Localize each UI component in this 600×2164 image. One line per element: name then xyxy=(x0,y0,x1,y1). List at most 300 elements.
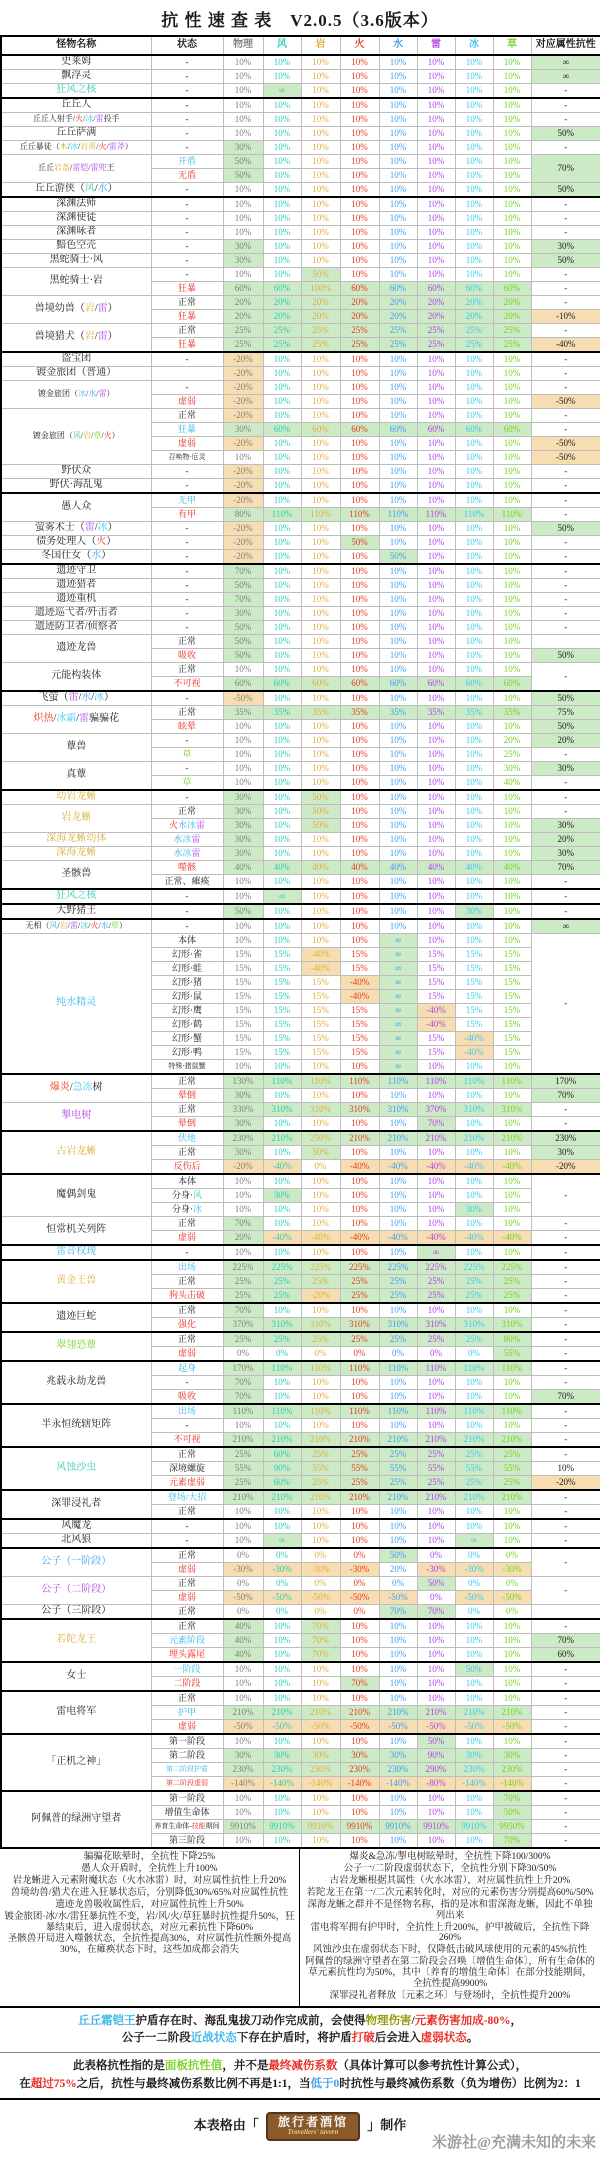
monster-name-cell: 镀金旅团（风/岩/草/火） xyxy=(1,409,151,465)
table-row xyxy=(1,1404,600,1419)
resist-cell: 70% xyxy=(531,1089,600,1103)
value-cell: 15% xyxy=(223,962,263,976)
value-cell: 10% xyxy=(379,522,417,536)
value-cell: 10% xyxy=(493,579,531,593)
resist-cell: - xyxy=(531,1749,600,1763)
state-cell: 水冰雷 xyxy=(151,833,223,847)
state-cell: 幻形·猪 xyxy=(151,976,223,990)
value-cell: 10% xyxy=(223,1189,263,1203)
table-row xyxy=(1,352,600,367)
value-cell: 210% xyxy=(493,1490,531,1505)
value-cell: 10% xyxy=(379,564,417,579)
value-cell: 10% xyxy=(417,875,455,890)
value-cell: 10% xyxy=(340,479,379,494)
value-cell: 10% xyxy=(263,197,301,212)
note-line: 此表格抗性指的是面板抗性值，并不是最终减伤系数（具体计算可以参考抗性计算公式）， xyxy=(72,2060,528,2073)
value-cell: 10% xyxy=(417,465,455,479)
resist-cell: 75% xyxy=(531,706,600,720)
note-line: 丘丘霜铠王护盾存在时、海乱鬼拔刀动作完成前，会使得物理伤害/元素伤害加成-80%， xyxy=(77,2014,523,2027)
state-cell: 水冰雷 xyxy=(151,847,223,861)
value-cell: -40% xyxy=(493,1231,531,1246)
state-cell: - xyxy=(151,70,223,84)
value-cell: 10% xyxy=(493,1619,531,1634)
footnote: 爆炎&急冻/掣电树眩晕时，全抗性下降100/300% xyxy=(349,1852,551,1862)
value-cell: 10% xyxy=(417,1534,455,1549)
value-cell: 25% xyxy=(340,1332,379,1347)
value-cell: 10% xyxy=(379,70,417,84)
state-cell: 草 xyxy=(151,748,223,762)
value-cell: 10% xyxy=(417,1648,455,1663)
value-cell: 10% xyxy=(340,183,379,198)
resist-cell: - xyxy=(531,1260,600,1275)
value-cell: 10% xyxy=(301,1303,340,1318)
resist-cell: - xyxy=(531,1433,600,1448)
value-cell: 55% xyxy=(455,1462,493,1476)
value-cell: -40% xyxy=(455,1231,493,1246)
value-cell: 10% xyxy=(417,352,455,367)
value-cell: 70% xyxy=(223,1303,263,1318)
value-cell: 10% xyxy=(263,1089,301,1103)
value-cell: 25% xyxy=(223,324,263,338)
value-cell: -50% xyxy=(223,691,263,706)
value-cell: 10% xyxy=(455,1189,493,1203)
table-row xyxy=(1,240,600,254)
value-cell: 10% xyxy=(263,1060,301,1075)
resist-cell: - xyxy=(531,1419,600,1433)
table-row xyxy=(1,762,600,776)
resist-cell: 50% xyxy=(531,127,600,141)
value-cell: 35% xyxy=(379,706,417,720)
resist-cell: - xyxy=(531,790,600,805)
value-cell: 15% xyxy=(493,1046,531,1060)
state-cell: - xyxy=(151,790,223,805)
value-cell: -40% xyxy=(340,1160,379,1175)
value-cell: 10% xyxy=(263,465,301,479)
state-cell: - xyxy=(151,465,223,479)
value-cell: 10% xyxy=(301,536,340,550)
value-cell: 10% xyxy=(263,934,301,948)
value-cell: 210% xyxy=(455,1706,493,1720)
value-cell: 10% xyxy=(340,1648,379,1663)
value-cell: 20% xyxy=(263,310,301,324)
value-cell: 10% xyxy=(417,649,455,663)
monster-name-cell: 黯色空壳 xyxy=(1,240,151,254)
value-cell: 10% xyxy=(340,1245,379,1260)
value-cell: 0% xyxy=(223,1577,263,1591)
value-cell: 10% xyxy=(340,1662,379,1677)
value-cell: 10% xyxy=(417,1189,455,1203)
state-cell: 登场/大招 xyxy=(151,1490,223,1505)
resist-cell: - xyxy=(531,904,600,919)
value-cell: 10% xyxy=(455,1217,493,1231)
value-cell: 10% xyxy=(301,113,340,127)
state-cell: - xyxy=(151,352,223,367)
value-cell: 10% xyxy=(340,579,379,593)
state-cell: 本体 xyxy=(151,934,223,948)
value-cell: 10% xyxy=(301,734,340,748)
value-cell: 10% xyxy=(379,367,417,381)
value-cell: 40% xyxy=(223,1634,263,1648)
value-cell: 30% xyxy=(223,790,263,805)
value-cell: 10% xyxy=(223,1662,263,1677)
state-cell: - xyxy=(151,564,223,579)
value-cell: 70% xyxy=(379,1605,417,1620)
value-cell: -50% xyxy=(263,1591,301,1605)
value-cell: ∞ xyxy=(379,962,417,976)
value-cell: 40% xyxy=(493,861,531,875)
value-cell: 10% xyxy=(417,889,455,904)
value-cell: 10% xyxy=(379,1376,417,1390)
monster-name-cell: 野伏众 xyxy=(1,465,151,479)
resist-cell: 30% xyxy=(531,762,600,776)
value-cell: 15% xyxy=(263,1018,301,1032)
value-cell: -40% xyxy=(263,1160,301,1175)
resist-cell: 10% xyxy=(531,1462,600,1476)
value-cell: 25% xyxy=(493,324,531,338)
value-cell: 230% xyxy=(340,1763,379,1777)
value-cell: 210% xyxy=(455,1433,493,1448)
value-cell: 10% xyxy=(493,409,531,423)
value-cell: 25% xyxy=(417,1275,455,1289)
table-row xyxy=(1,550,600,565)
value-cell: 10% xyxy=(493,875,531,890)
value-cell: 10% xyxy=(263,1734,301,1749)
monster-name-cell: 遗迹巨蛇 xyxy=(1,1303,151,1332)
resist-cell: - xyxy=(531,226,600,240)
state-cell: 养育生命体-技能期间 xyxy=(151,1820,223,1834)
value-cell: 10% xyxy=(417,621,455,635)
value-cell: 20% xyxy=(417,310,455,324)
value-cell: 15% xyxy=(223,1046,263,1060)
value-cell: 10% xyxy=(340,98,379,113)
value-cell: 10% xyxy=(379,409,417,423)
value-cell: 10% xyxy=(493,1303,531,1318)
state-cell: 反伤后 xyxy=(151,1160,223,1175)
value-cell: 0% xyxy=(263,1548,301,1563)
resist-cell: 50% xyxy=(531,522,600,536)
state-cell: - xyxy=(151,1519,223,1534)
value-cell: 10% xyxy=(493,55,531,70)
value-cell: 10% xyxy=(223,1791,263,1806)
monster-name-cell: 若陀龙王 xyxy=(1,1619,151,1662)
value-cell: 30% xyxy=(223,1749,263,1763)
value-cell: 50% xyxy=(493,1806,531,1820)
value-cell: 10% xyxy=(301,1534,340,1549)
value-cell: 10% xyxy=(223,1677,263,1692)
state-cell: 分身·风 xyxy=(151,1189,223,1203)
value-cell: 10% xyxy=(263,395,301,409)
value-cell: 15% xyxy=(493,1018,531,1032)
value-cell: 210% xyxy=(417,1131,455,1146)
value-cell: 10% xyxy=(263,1146,301,1160)
value-cell: 60% xyxy=(379,282,417,296)
value-cell: 10% xyxy=(417,663,455,677)
value-cell: 0% xyxy=(455,1347,493,1362)
value-cell: 10% xyxy=(455,70,493,84)
monster-name-cell: 狂风之核 xyxy=(1,84,151,99)
value-cell: 10% xyxy=(263,776,301,791)
resist-cell: 70% xyxy=(531,155,600,183)
travellers-tavern-logo xyxy=(266,2112,360,2141)
monster-name-cell: 掣电树 xyxy=(1,1103,151,1132)
value-cell: -50% xyxy=(223,1591,263,1605)
resist-cell: - xyxy=(531,805,600,819)
value-cell: 110% xyxy=(493,1361,531,1376)
table-row xyxy=(1,493,600,508)
column-header: 物理 xyxy=(223,36,263,55)
value-cell: -50% xyxy=(455,1591,493,1605)
value-cell: 10% xyxy=(493,352,531,367)
resist-cell: - xyxy=(531,1619,600,1634)
value-cell: 10% xyxy=(301,1734,340,1749)
value-cell: 10% xyxy=(455,889,493,904)
value-cell: 15% xyxy=(263,1004,301,1018)
state-cell: 第二阶段虚弱 xyxy=(151,1777,223,1792)
value-cell: 10% xyxy=(417,479,455,494)
value-cell: 25% xyxy=(301,1275,340,1289)
value-cell: 110% xyxy=(379,1074,417,1089)
value-cell: 10% xyxy=(223,720,263,734)
value-cell: 10% xyxy=(301,720,340,734)
value-cell: 10% xyxy=(301,550,340,565)
value-cell: 50% xyxy=(417,1577,455,1591)
table-row xyxy=(1,1548,600,1563)
value-cell: 10% xyxy=(379,790,417,805)
value-cell: 30% xyxy=(301,1749,340,1763)
value-cell: -50% xyxy=(340,1720,379,1735)
value-cell: 10% xyxy=(263,621,301,635)
value-cell: 10% xyxy=(340,1117,379,1132)
value-cell: -20% xyxy=(223,381,263,395)
value-cell: 110% xyxy=(263,1404,301,1419)
value-cell: 10% xyxy=(379,268,417,282)
value-cell: 25% xyxy=(417,1447,455,1462)
value-cell: 10% xyxy=(417,522,455,536)
monster-name-cell: 蕈兽 xyxy=(1,734,151,762)
value-cell: 110% xyxy=(340,1361,379,1376)
value-cell: 10% xyxy=(340,734,379,748)
value-cell: 10% xyxy=(340,564,379,579)
column-header: 怪物名称 xyxy=(1,36,151,55)
resist-cell: - xyxy=(531,1777,600,1792)
value-cell: 30% xyxy=(263,1189,301,1203)
value-cell: 10% xyxy=(301,776,340,791)
value-cell: 10% xyxy=(455,1117,493,1132)
value-cell: 25% xyxy=(417,324,455,338)
value-cell: 0% xyxy=(455,1577,493,1591)
value-cell: 10% xyxy=(493,212,531,226)
value-cell: 10% xyxy=(455,113,493,127)
resist-cell: - xyxy=(531,1519,600,1534)
value-cell: 10% xyxy=(340,919,379,934)
value-cell: 10% xyxy=(493,169,531,183)
resist-cell: - xyxy=(531,1706,600,1720)
value-cell: 110% xyxy=(417,1361,455,1376)
value-cell: 10% xyxy=(301,240,340,254)
value-cell: 10% xyxy=(417,1089,455,1103)
value-cell: 10% xyxy=(379,226,417,240)
value-cell: 10% xyxy=(340,1174,379,1189)
column-header: 火 xyxy=(340,36,379,55)
value-cell: 25% xyxy=(340,1447,379,1462)
value-cell: 40% xyxy=(493,776,531,791)
value-cell: 10% xyxy=(301,409,340,423)
value-cell: 210% xyxy=(223,1706,263,1720)
resist-cell: - xyxy=(531,508,600,522)
value-cell: 10% xyxy=(493,451,531,465)
value-cell: ∞ xyxy=(379,1060,417,1075)
value-cell: 10% xyxy=(340,593,379,607)
resist-cell: - xyxy=(531,84,600,99)
value-cell: 370% xyxy=(223,1318,263,1333)
value-cell: 10% xyxy=(223,1806,263,1820)
value-cell: 25% xyxy=(301,1476,340,1491)
value-cell: 210% xyxy=(263,1433,301,1448)
value-cell: 10% xyxy=(417,550,455,565)
value-cell: 10% xyxy=(263,1648,301,1663)
value-cell: 15% xyxy=(263,1046,301,1060)
value-cell: 25% xyxy=(379,1289,417,1304)
value-cell: 10% xyxy=(493,240,531,254)
value-cell: 10% xyxy=(263,1245,301,1260)
value-cell: 0% xyxy=(493,1577,531,1591)
state-cell: 元素阶段 xyxy=(151,1634,223,1648)
value-cell: 50% xyxy=(455,1662,493,1677)
table-row xyxy=(1,1662,600,1677)
value-cell: 10% xyxy=(301,395,340,409)
resist-cell: - xyxy=(531,465,600,479)
value-cell: 10% xyxy=(455,550,493,565)
table-row xyxy=(1,254,600,268)
value-cell: 10% xyxy=(417,1519,455,1534)
value-cell: 10% xyxy=(340,1791,379,1806)
resist-cell: - xyxy=(531,1677,600,1692)
monster-name-cell: 镀金旅团（冰/水/雷） xyxy=(1,381,151,409)
value-cell: 10% xyxy=(263,1419,301,1433)
value-cell: 10% xyxy=(263,819,301,833)
value-cell: 10% xyxy=(493,113,531,127)
column-header: 雷 xyxy=(417,36,455,55)
value-cell: -50% xyxy=(379,1720,417,1735)
table-row xyxy=(1,1332,600,1347)
value-cell: 10% xyxy=(263,1619,301,1634)
value-cell: 10% xyxy=(340,409,379,423)
value-cell: 10% xyxy=(455,141,493,155)
value-cell: 0% xyxy=(301,1160,340,1175)
value-cell: 10% xyxy=(493,98,531,113)
value-cell: 25% xyxy=(379,1275,417,1289)
value-cell: 10% xyxy=(263,734,301,748)
resist-cell: - xyxy=(531,748,600,762)
value-cell: 60% xyxy=(263,423,301,437)
value-cell: 10% xyxy=(223,919,263,934)
value-cell: 10% xyxy=(379,833,417,847)
state-cell: 本体 xyxy=(151,1174,223,1189)
resist-cell: - xyxy=(531,1318,600,1333)
value-cell: 10% xyxy=(493,367,531,381)
state-cell: - xyxy=(151,919,223,934)
value-cell: 10% xyxy=(417,197,455,212)
value-cell: 25% xyxy=(301,1332,340,1347)
column-header: 冰 xyxy=(455,36,493,55)
value-cell: 50% xyxy=(301,268,340,282)
value-cell: -140% xyxy=(379,1777,417,1792)
value-cell: 9910% xyxy=(417,1820,455,1834)
value-cell: 10% xyxy=(493,84,531,99)
value-cell: 10% xyxy=(379,1146,417,1160)
resist-cell: - xyxy=(531,1763,600,1777)
value-cell: 55% xyxy=(223,1462,263,1476)
value-cell: 35% xyxy=(263,706,301,720)
monster-name-cell: 魔偶剑鬼 xyxy=(1,1174,151,1217)
state-cell: 正常 xyxy=(151,1548,223,1563)
value-cell: 10% xyxy=(223,1534,263,1549)
value-cell: 10% xyxy=(455,226,493,240)
value-cell: 10% xyxy=(379,254,417,268)
value-cell: 10% xyxy=(379,197,417,212)
state-cell: 虚弱 xyxy=(151,437,223,451)
value-cell: 225% xyxy=(301,1260,340,1275)
table-row xyxy=(1,1303,600,1318)
table-row xyxy=(1,84,600,99)
value-cell: 10% xyxy=(301,691,340,706)
value-cell: 25% xyxy=(493,1476,531,1491)
credit-suffix: 」制作 xyxy=(367,2117,407,2133)
monster-name-cell: 丘丘游侠（风/水） xyxy=(1,183,151,198)
value-cell: 10% xyxy=(455,183,493,198)
value-cell: 0% xyxy=(417,1591,455,1605)
table-row xyxy=(1,1791,600,1806)
value-cell: 25% xyxy=(223,1332,263,1347)
monster-name-cell: 公子（三阶段） xyxy=(1,1605,151,1620)
monster-name-cell: 兽境幼兽（岩/雷） xyxy=(1,296,151,324)
monster-name-cell: 风魔龙 xyxy=(1,1519,151,1534)
monster-name-cell: 阿佩普的绿洲守望者 xyxy=(1,1791,151,1848)
value-cell: 10% xyxy=(301,183,340,198)
value-cell: 10% xyxy=(493,522,531,536)
state-cell: 虚弱 xyxy=(151,1231,223,1246)
value-cell: 15% xyxy=(493,948,531,962)
value-cell: 10% xyxy=(455,409,493,423)
value-cell: 10% xyxy=(301,1791,340,1806)
footnotes xyxy=(0,1849,600,2008)
value-cell: 10% xyxy=(417,1146,455,1160)
value-cell: 10% xyxy=(379,169,417,183)
value-cell: 310% xyxy=(493,1103,531,1117)
value-cell: 35% xyxy=(301,706,340,720)
value-cell: 10% xyxy=(340,833,379,847)
resist-cell: 60% xyxy=(531,1648,600,1663)
state-cell: - xyxy=(151,904,223,919)
value-cell: 10% xyxy=(301,254,340,268)
value-cell: 0% xyxy=(263,1347,301,1362)
table-row xyxy=(1,141,600,155)
value-cell: 10% xyxy=(223,762,263,776)
value-cell: 310% xyxy=(417,1318,455,1333)
value-cell: 10% xyxy=(455,437,493,451)
resist-cell: - xyxy=(531,282,600,296)
value-cell: 25% xyxy=(263,1289,301,1304)
footnote: 镀金旅团·冰/水/雷狂暴抗性不变，岩/风/火/草狂暴时抗性提升50%，狂暴结束后，进入虚弱状态，对应元素抗性下降60% xyxy=(4,1911,295,1933)
state-cell: 晕倒 xyxy=(151,1089,223,1103)
monster-name-cell: 恒常机关列阵 xyxy=(1,1217,151,1246)
monster-name-cell: 遗迹防卫者/侦察者 xyxy=(1,621,151,635)
value-cell: -20% xyxy=(301,1289,340,1304)
value-cell: 210% xyxy=(263,1706,301,1720)
column-header: 草 xyxy=(493,36,531,55)
state-cell: - xyxy=(151,183,223,198)
value-cell: -140% xyxy=(340,1777,379,1792)
